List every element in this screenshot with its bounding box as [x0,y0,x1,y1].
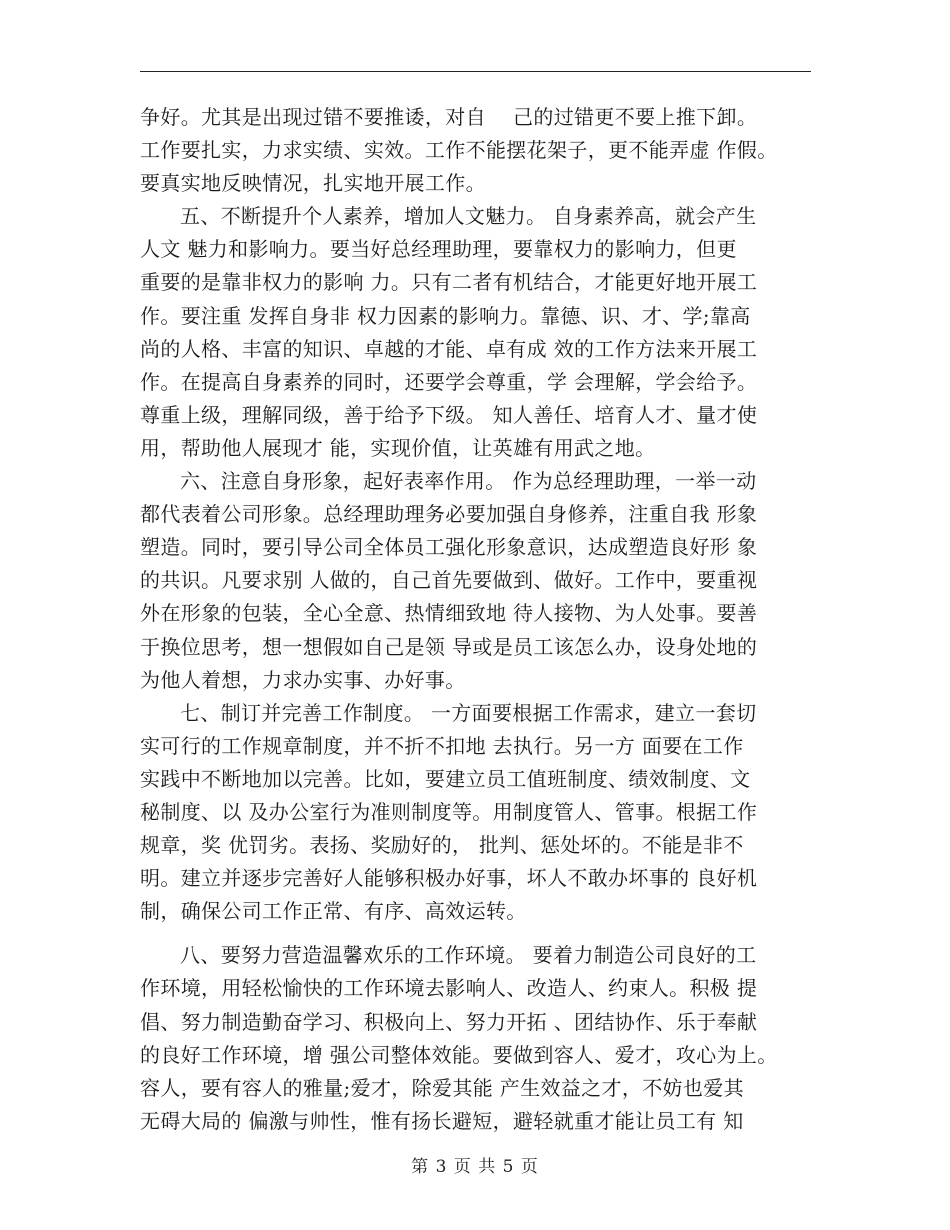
text-line: 为他人着想，力求办实事、办好事。 [140,667,466,692]
paragraph [140,697,815,929]
text-line: 的共识。凡要求别 人做的，自己首先要做到、做好。工作中，要重视 [140,568,758,593]
paragraph-gap [140,928,815,939]
text-line: 塑造。同时，要引导公司全体员工强化形象意识，达成塑造良好形 象 [140,535,758,560]
text-line: 五、不断提升个人素养，增加人文魅力。 自身素养高，就会产生 [180,204,757,229]
text-line: 尚的人格、丰富的知识、卓越的才能、卓有成 效的工作方法来开展工 [140,336,758,361]
text-line: 作。要注重 发挥自身非 权力因素的影响力。靠德、识、才、学;靠高 [140,303,751,328]
text-line: 实可行的工作规章制度，并不折不扣地 去执行。另一方 面要在工作 [140,733,744,758]
paragraph [140,200,815,465]
text-line: 都代表着公司形象。总经理助理务必要加强自身修养，注重自我 形象 [140,502,758,527]
paragraph [140,465,815,697]
text-line: 实践中不断地加以完善。比如，要建立员工值班制度、绩效制度、文 [140,766,751,791]
text-line: 要真实地反映情况，扎实地开展工作。 [140,171,486,196]
text-line: 外在形象的包装，全心全意、热情细致地 待人接物、为人处事。要善 [140,601,758,626]
header-rule [140,71,811,72]
text-line: 尊重上级，理解同级，善于给予下级。 知人善任、培育人才、量才使 [140,402,758,427]
text-line: 于换位思考，想一想假如自己是领 导或是员工该怎么办，设身处地的 [140,634,758,659]
text-line: 秘制度、以 及办公室行为准则制度等。用制度管人、管事。根据工作 [140,799,758,824]
text-line: 无碍大局的 偏激与帅性，惟有扬长避短，避轻就重才能让员工有 知 [140,1108,744,1133]
text-line: 的良好工作环境，增 强公司整体效能。要做到容人、爱才，攻心为上。 [140,1042,778,1067]
text-line: 容人，要有容人的雅量;爱才，除爱其能 产生效益之才，不妨也爱其 [140,1075,744,1100]
text-line: 六、注意自身形象，起好表率作用。 作为总经理助理，一举一动 [180,469,757,494]
text-line: 人文 魅力和影响力。要当好总经理助理，要靠权力的影响力，但更 [140,237,737,262]
text-line: 倡、努力制造勤奋学习、积极向上、努力开拓 、团结协作、乐于奉献 [140,1009,758,1034]
text-line: 作。在提高自身素养的同时，还要学会尊重，学 会理解，学会给予。 [140,369,758,394]
text-line: 制，确保公司工作正常、有序、高效运转。 [140,899,527,924]
text-line: 明。建立并逐步完善好人能够积极办好事，坏人不敢办坏事的 良好机 [140,866,758,891]
text-line: 规章，奖 优罚劣。表扬、奖励好的， 批判、惩处坏的。不能是非不 [140,833,744,858]
text-line: 七、制订并完善工作制度。 一方面要根据工作需求，建立一套切 [180,700,757,725]
paragraph [140,939,815,1138]
text-line: 八、要努力营造温馨欢乐的工作环境。 要着力制造公司良好的工 [180,943,757,968]
text-line: 工作要扎实，力求实绩、实效。工作不能摆花架子，更不能弄虚 作假。 [140,138,778,163]
text-line: 用，帮助他人展现才 能，实现价值，让英雄有用武之地。 [140,435,656,460]
text-line: 作环境，用轻松愉快的工作环境去影响人、改造人、约束人。积极 提 [140,976,758,1001]
paragraph [140,101,815,200]
page-number-footer: 第 3 页 共 5 页 [411,1157,539,1177]
text-line: 重要的是靠非权力的影响 力。只有二者有机结合，才能更好地开展工 [140,270,758,295]
text-line: 争好。尤其是出现过错不要推诿，对自 己的过错更不要上推下卸。 [140,105,758,129]
body-text [140,101,815,1138]
